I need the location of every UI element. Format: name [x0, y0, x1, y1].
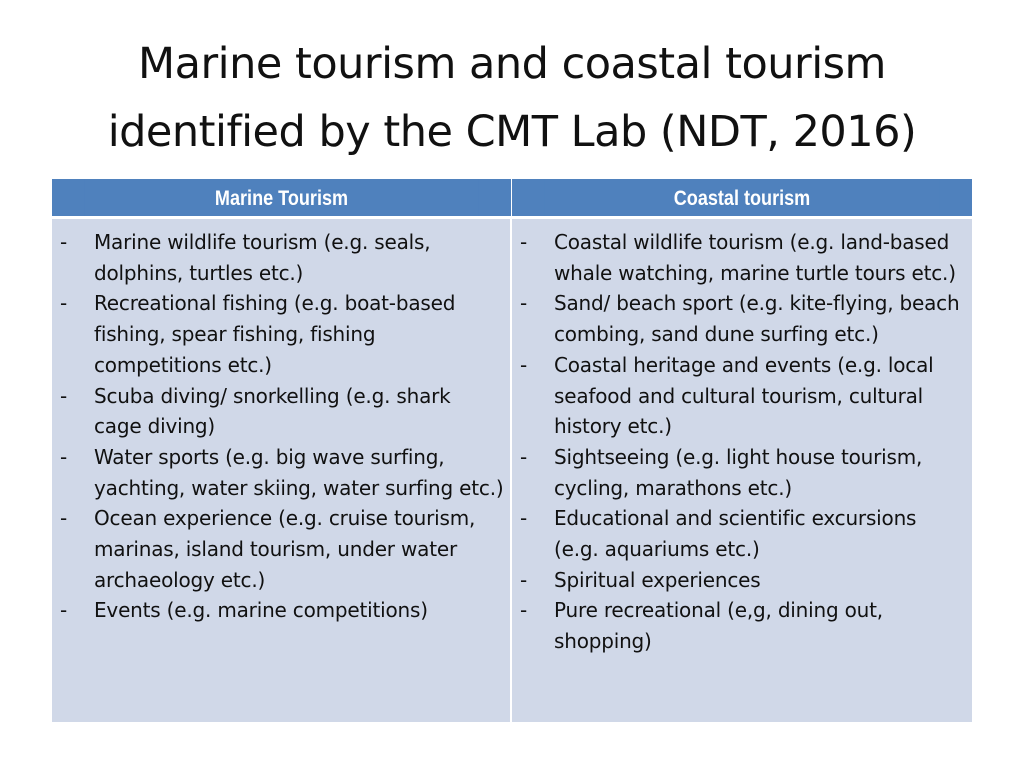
list-item: [58, 503, 504, 595]
bullet-dash: -: [520, 506, 528, 531]
list-item: [518, 227, 966, 288]
bullet-dash: -: [60, 230, 68, 254]
list-item: [518, 288, 966, 349]
list-item: [518, 595, 966, 656]
list-item-text: Events (e.g. marine competitions): [94, 598, 428, 623]
list-item: [58, 381, 504, 442]
list-item-text: Coastal wildlife tourism (e.g. land-based whale watching, marine turtle tours etc.): [554, 230, 956, 285]
list-item: [58, 442, 504, 503]
list-item-text: Coastal heritage and events (e.g. local seafood and cultural tourism, cultural history etc.): [554, 352, 934, 439]
list-item-text: Sightseeing (e.g. light house tourism, cycling, marathons etc.): [554, 444, 923, 500]
bullet-dash: -: [60, 598, 68, 623]
list-item-text: Recreational fishing (e.g. boat-based fishing, spear fishing, fishing competitions etc.): [94, 291, 456, 377]
slide-title: [40, 30, 984, 166]
bullet-dash: -: [60, 444, 68, 469]
list-item-text: Educational and scientific excursions (e.g. aquariums etc.): [554, 506, 917, 562]
list-item: [58, 288, 504, 380]
list-item-text: Pure recreational (e,g, dining out, shopping): [554, 598, 883, 654]
list-item-text: Ocean experience (e.g. cruise tourism, marinas, island tourism, under water archaeology etc.): [94, 506, 476, 592]
bullet-dash: -: [520, 444, 528, 469]
list-item: [518, 442, 966, 503]
list-item: [518, 565, 966, 596]
header-cell-coastal: [512, 179, 972, 219]
bullet-dash: -: [520, 291, 528, 316]
list-item-text: Water sports (e.g. big wave surfing, yachting, water skiing, water surfing etc.): [94, 444, 504, 500]
bullet-dash: -: [520, 598, 528, 623]
coastal-tourism-list: [518, 227, 966, 657]
list-item: [518, 350, 966, 442]
title-line-2: identified by the CMT Lab (NDT, 2016): [107, 107, 917, 157]
header-coastal-tourism: Coastal tourism: [544, 179, 940, 219]
bullet-dash: -: [60, 291, 68, 316]
bullet-dash: -: [60, 506, 68, 531]
bullet-dash: -: [520, 567, 528, 592]
bullet-dash: -: [520, 230, 528, 254]
list-item-text: Spiritual experiences: [554, 567, 761, 592]
list-item-text: Scuba diving/ snorkelling (e.g. shark cage diving): [94, 383, 451, 439]
list-item: [58, 227, 504, 288]
list-item: [518, 503, 966, 564]
title-line-1: Marine tourism and coastal tourism: [138, 39, 886, 89]
marine-tourism-cell: [52, 219, 512, 722]
bullet-dash: -: [60, 383, 68, 408]
bullet-dash: -: [520, 352, 528, 377]
list-item-text: Sand/ beach sport (e.g. kite-flying, beach combing, sand dune surfing etc.): [554, 291, 960, 347]
header-cell-marine: [52, 179, 512, 219]
coastal-tourism-cell: [512, 219, 972, 722]
marine-tourism-list: [58, 227, 504, 626]
header-marine-tourism: Marine Tourism: [84, 179, 479, 219]
list-item-text: Marine wildlife tourism (e.g. seals, dolphins, turtles etc.): [94, 230, 431, 285]
list-item: [58, 595, 504, 626]
tourism-table: [52, 179, 972, 722]
